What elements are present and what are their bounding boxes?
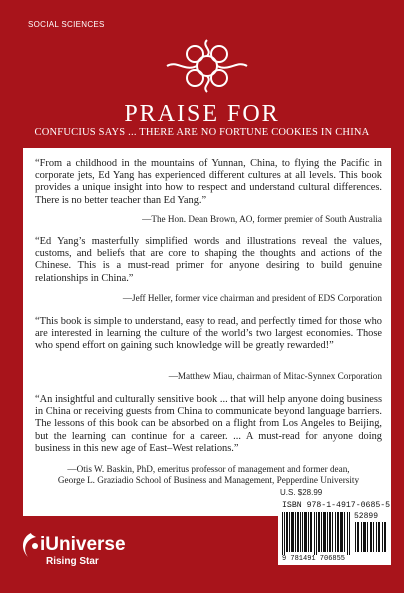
quote-text: “From a childhood in the mountains of Yunnan, China, to flying the Pacific in corporate jets, Ed Yang has experienced different cultures at all levels. This book provides a unique insight into how to respect and understand cultural differences. There is no better teacher than Ed Yang.” xyxy=(35,158,382,206)
barcode-box xyxy=(278,499,391,565)
price-addon-code: 52899 xyxy=(354,512,379,521)
quote-attribution: —The Hon. Dean Brown, AO, former premier of South Australia xyxy=(142,214,382,224)
addon-barcode-icon xyxy=(355,522,387,552)
publisher-imprint: Rising Star xyxy=(46,556,99,567)
barcode-icon xyxy=(282,512,352,555)
isbn-label: ISBN 978-1-4917-0685-5 xyxy=(282,501,391,510)
praise-heading: PRAISE FOR xyxy=(124,101,280,127)
quote-text: “An insightful and culturally sensitive book ... that will help anyone doing business in China or receiving guests from China to communicate beyond language barriers. The lessons of this book can be absorbed on a flight from Los Angeles to Beijing, but the learning can continue for a career. ... A must-read for anyone doing business in this new age of East–West relations.” xyxy=(35,394,382,454)
red-right-border xyxy=(391,160,404,516)
red-left-border xyxy=(0,160,23,516)
praise-panel xyxy=(23,148,391,516)
page-edge xyxy=(404,0,412,593)
quote-text: “This book is simple to understand, easy to read, and perfectly timed for those who are interested in learning the culture of the world’s two largest economies. Those who spend effort on gaining such knowledge will be greatly rewarded!” xyxy=(35,316,382,352)
ean-digits: 9 781491 706855 xyxy=(282,555,346,563)
quote-attribution: —Jeff Heller, former vice chairman and president of EDS Corporation xyxy=(122,293,382,303)
quote-text: “Ed Yang’s masterfully simplified words and illustrations reveal the values, customs, and beliefs that are core to shaping the thoughts and actions of the Chinese. This is a must-read primer for anyone desiring to build genuine relationships in China.” xyxy=(35,236,382,284)
book-title-subtitle: CONFUCIUS SAYS ... THERE ARE NO FORTUNE COOKIES IN CHINA xyxy=(34,127,370,138)
publisher-logo-text: iUniverse xyxy=(40,534,126,555)
quote-attribution-line-2: George L. Graziadio School of Business and Management, Pepperdine University xyxy=(57,475,360,485)
quote-attribution: —Otis W. Baskin, PhD, emeritus professor of management and former dean, xyxy=(67,464,350,474)
category-label: SOCIAL SCIENCES xyxy=(28,20,105,29)
quote-attribution: —Matthew Miau, chairman of Mitac-Synnex Corporation xyxy=(168,371,382,381)
chinese-knot-ornament-icon xyxy=(165,36,249,96)
price-label: U.S. $28.99 xyxy=(280,488,323,497)
